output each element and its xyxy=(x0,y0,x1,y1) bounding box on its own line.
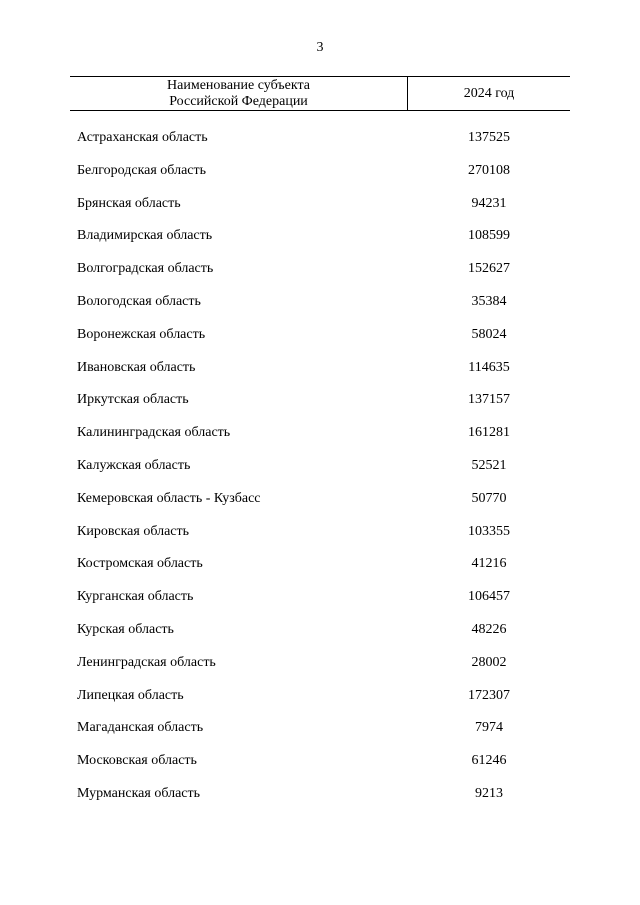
region-name: Калужская область xyxy=(77,457,191,473)
table-row xyxy=(0,614,640,647)
region-value: 108599 xyxy=(468,228,510,244)
table-row xyxy=(0,712,640,745)
column-header-year: 2024 год xyxy=(463,85,515,101)
table-row xyxy=(0,220,640,253)
region-name: Вологодская область xyxy=(77,293,201,309)
region-name: Брянская область xyxy=(77,195,181,211)
region-value: 172307 xyxy=(468,687,510,703)
region-value: 52521 xyxy=(471,457,507,473)
table-row xyxy=(0,581,640,614)
table-row xyxy=(0,253,640,286)
table-body xyxy=(0,122,640,811)
region-name: Костромская область xyxy=(77,556,203,572)
table-row xyxy=(0,548,640,581)
region-name: Ивановская область xyxy=(77,359,196,375)
region-name: Курганская область xyxy=(77,589,194,605)
region-value: 161281 xyxy=(468,425,510,441)
region-value: 7974 xyxy=(475,720,503,736)
region-name: Астраханская область xyxy=(77,130,208,145)
page-number: 3 xyxy=(316,40,324,55)
region-value: 103355 xyxy=(468,523,510,539)
column-header-region-line2: Российской Федерации xyxy=(169,93,308,109)
table-row xyxy=(0,352,640,385)
region-name: Воронежская область xyxy=(77,326,206,342)
table-row xyxy=(0,450,640,483)
table-row xyxy=(0,680,640,713)
column-header-region xyxy=(70,77,408,110)
region-name: Магаданская область xyxy=(77,720,204,736)
region-value: 41216 xyxy=(471,556,507,572)
region-name: Белгородская область xyxy=(77,162,207,178)
table-row xyxy=(0,286,640,319)
region-value: 137525 xyxy=(468,130,510,145)
table-row xyxy=(0,745,640,778)
region-value: 58024 xyxy=(471,326,507,342)
region-value: 61246 xyxy=(471,753,507,769)
region-name: Мурманская область xyxy=(77,785,201,801)
table-row xyxy=(0,483,640,516)
table-row xyxy=(0,647,640,680)
table-row xyxy=(0,417,640,450)
column-header-region-line1: Наименование субъекта xyxy=(167,77,310,93)
table-header xyxy=(70,76,570,111)
region-name: Иркутская область xyxy=(77,392,189,408)
region-value: 50770 xyxy=(471,490,507,506)
region-name: Курская область xyxy=(77,621,174,637)
region-name: Кемеровская область - Кузбасс xyxy=(77,490,261,506)
region-value: 9213 xyxy=(475,785,503,801)
region-value: 28002 xyxy=(471,654,507,670)
table-row xyxy=(0,778,640,811)
region-name: Калининградская область xyxy=(77,425,231,441)
region-value: 114635 xyxy=(468,359,510,375)
table-row xyxy=(0,188,640,221)
region-name: Кировская область xyxy=(77,523,190,539)
table-row xyxy=(0,122,640,155)
region-value: 137157 xyxy=(468,392,510,408)
region-name: Волгоградская область xyxy=(77,261,214,277)
region-value: 48226 xyxy=(471,621,507,637)
region-value: 94231 xyxy=(471,195,507,211)
table-row xyxy=(0,516,640,549)
region-name: Ленинградская область xyxy=(77,654,216,670)
table-row xyxy=(0,384,640,417)
region-name: Московская область xyxy=(77,753,197,769)
table-row xyxy=(0,319,640,352)
region-value: 35384 xyxy=(471,293,507,309)
region-value: 106457 xyxy=(468,589,510,605)
table-row xyxy=(0,155,640,188)
region-name: Владимирская область xyxy=(77,228,213,244)
region-name: Липецкая область xyxy=(77,687,184,703)
region-value: 270108 xyxy=(468,162,510,178)
region-value: 152627 xyxy=(468,261,510,277)
